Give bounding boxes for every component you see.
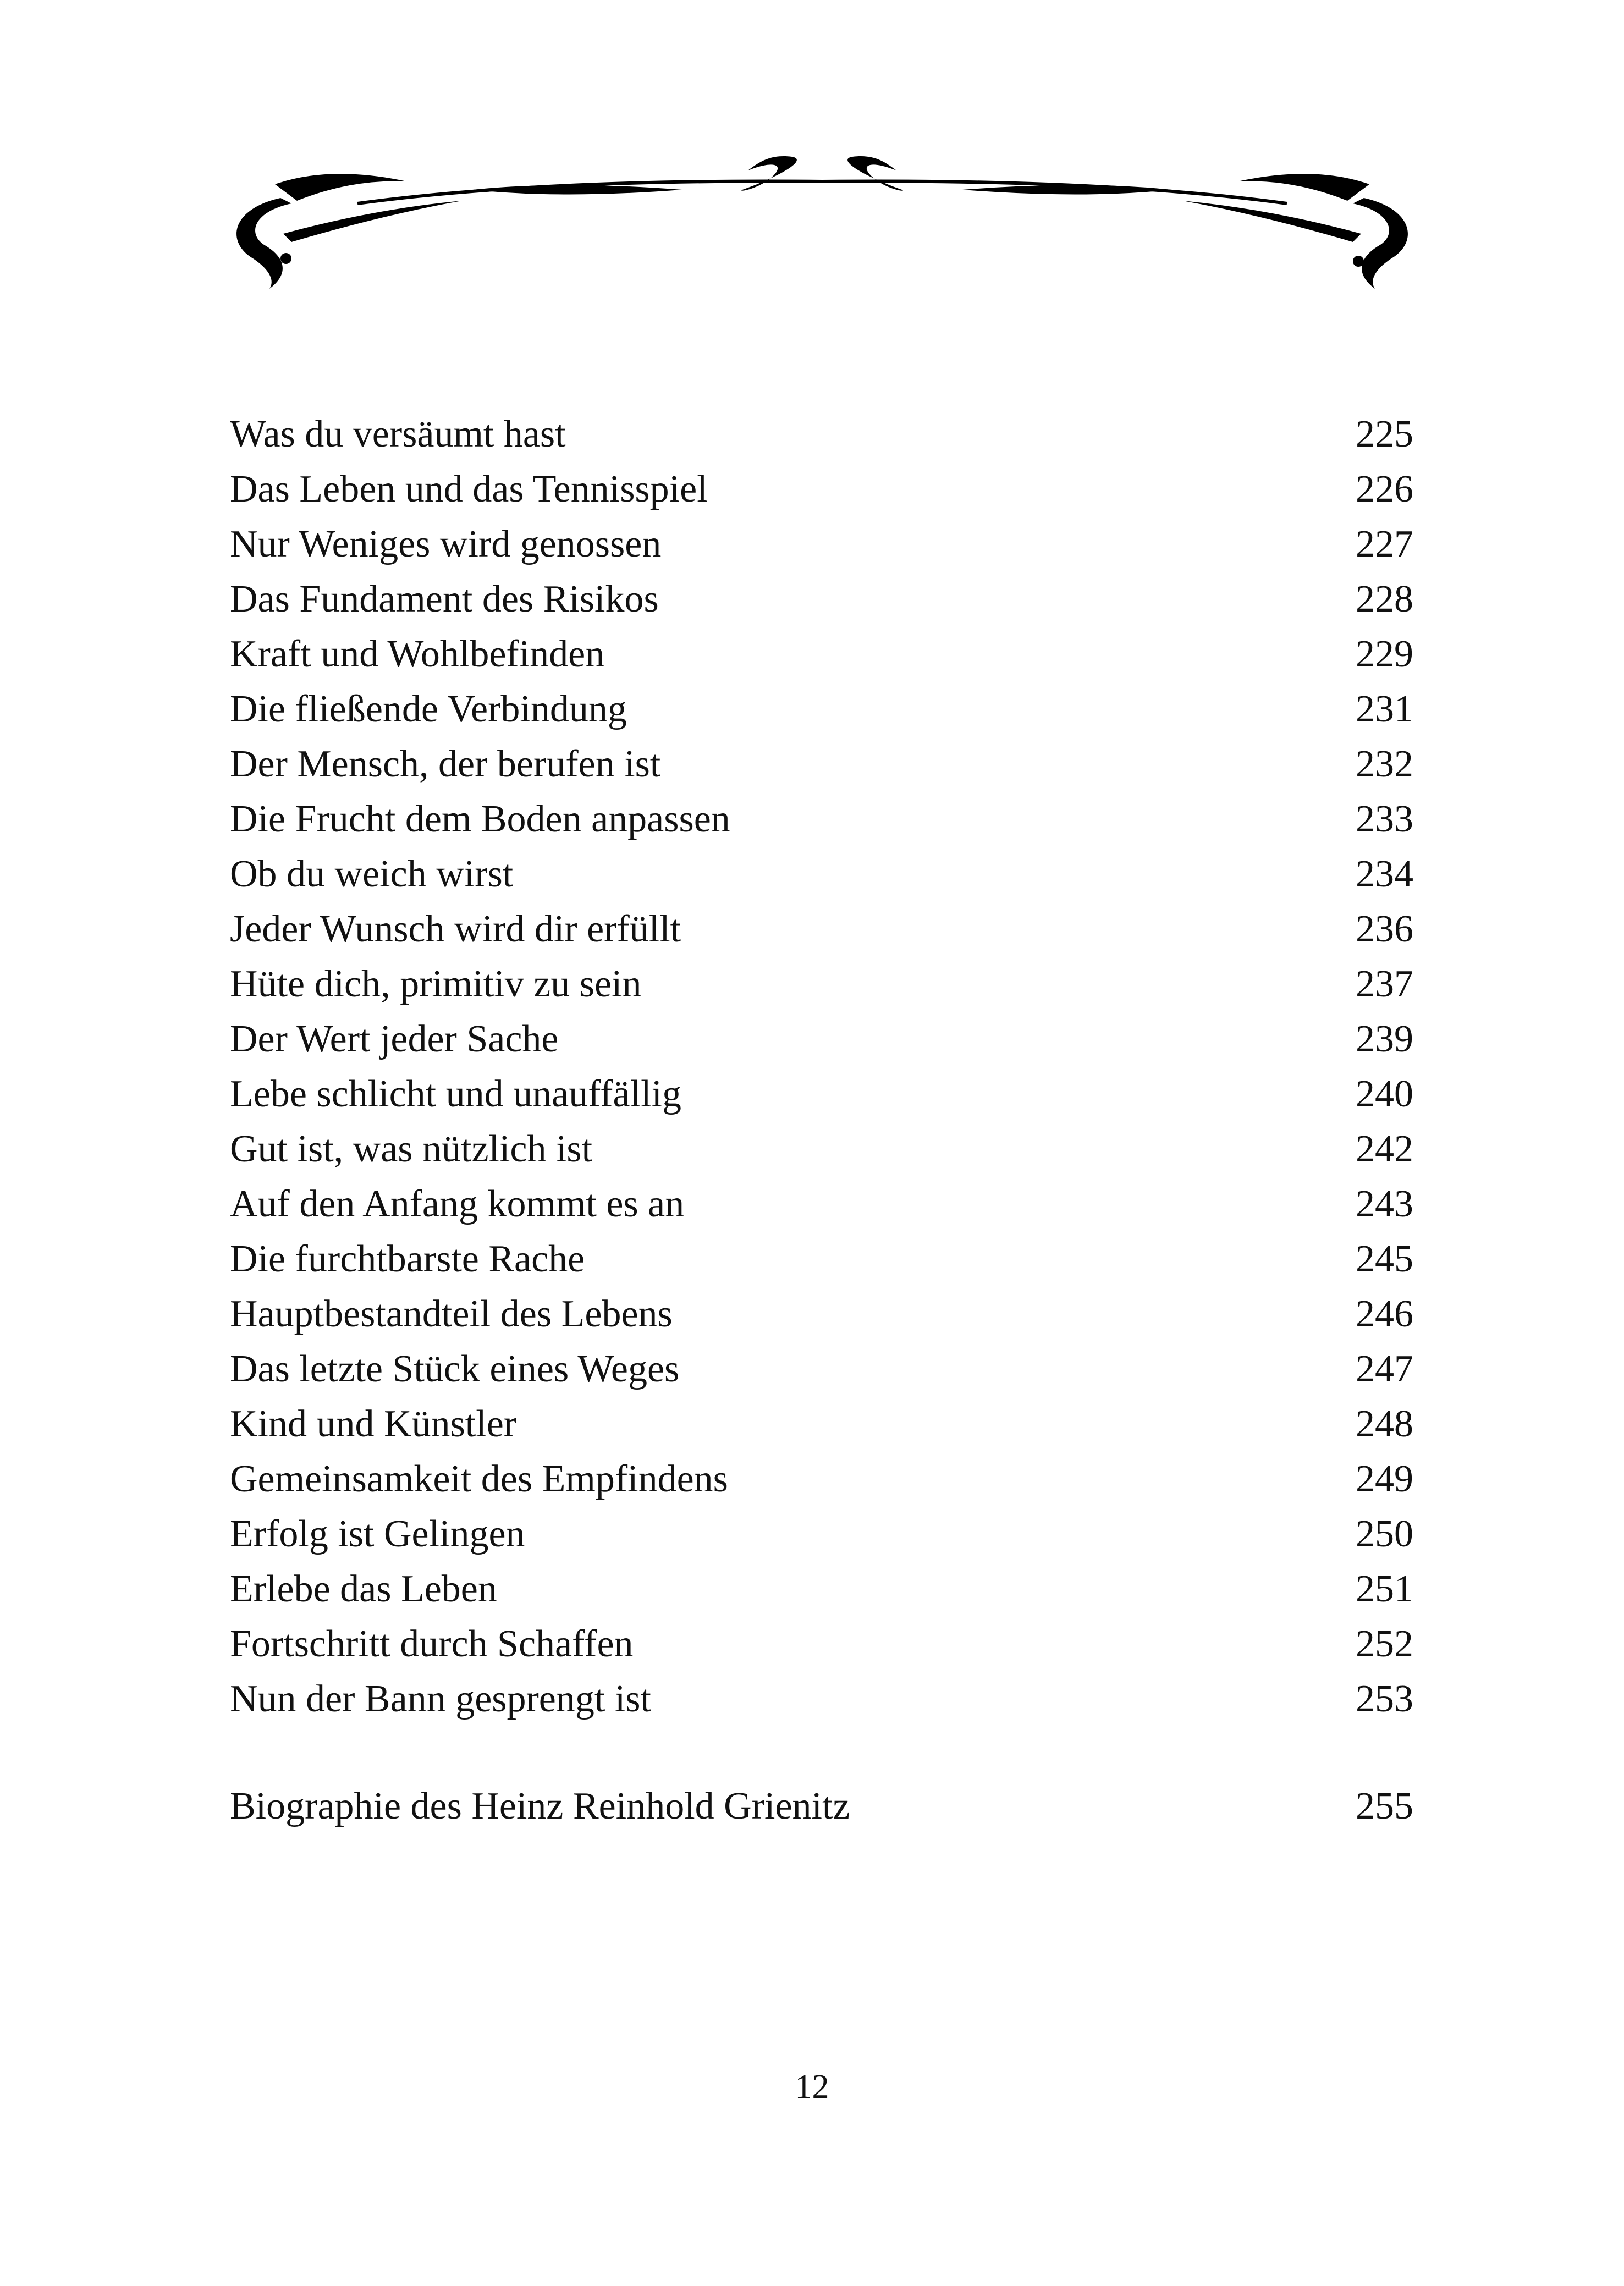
toc-entry-title: Die Frucht dem Boden anpassen [230, 798, 730, 840]
toc-entry [230, 1012, 1413, 1067]
toc-entry [230, 517, 1413, 572]
toc-entry-page: 243 [1356, 1183, 1413, 1225]
toc-entry-title: Nun der Bann gesprengt ist [230, 1678, 651, 1720]
page-number: 12 [795, 2068, 829, 2106]
toc-entry-page: 252 [1356, 1623, 1413, 1665]
toc-entry-title: Kind und Künstler [230, 1403, 517, 1445]
toc-entry [230, 847, 1413, 902]
toc-entry-page: 228 [1356, 578, 1413, 620]
toc-entry [230, 1452, 1413, 1507]
toc-entry-page: 253 [1356, 1678, 1413, 1720]
toc-entry [230, 627, 1413, 682]
toc-entry-title: Fortschritt durch Schaffen [230, 1623, 634, 1665]
toc-entry-title: Ob du weich wirst [230, 853, 514, 895]
toc-entry-page: 234 [1356, 853, 1413, 895]
art-nouveau-flourish-divider-icon [231, 148, 1413, 291]
toc-entry [230, 1287, 1413, 1342]
toc-entry [230, 792, 1413, 847]
toc-entry-page: 242 [1356, 1128, 1413, 1170]
toc-entry-page: 240 [1356, 1073, 1413, 1115]
toc-entry-page: 250 [1356, 1513, 1413, 1555]
toc-entry-page: 246 [1356, 1293, 1413, 1335]
toc-entry-page: 247 [1356, 1348, 1413, 1390]
toc-entry-title: Die fließende Verbindung [230, 688, 627, 730]
toc-entry-title: Erfolg ist Gelingen [230, 1513, 525, 1555]
toc-entry [230, 1342, 1413, 1397]
toc-entry-title: Gemeinsamkeit des Empfindens [230, 1458, 728, 1500]
toc-entry [230, 572, 1413, 627]
toc-entry [230, 1397, 1413, 1452]
toc-entry [230, 682, 1413, 737]
toc-entry-page: 249 [1356, 1458, 1413, 1500]
toc-entry [230, 1672, 1413, 1727]
toc-entry-page: 232 [1356, 743, 1413, 785]
toc-entry-page: 236 [1356, 908, 1413, 950]
toc-entry [230, 1122, 1413, 1177]
toc-entry [230, 1617, 1413, 1672]
toc-appendix-entry [230, 1779, 1413, 1834]
toc-entry-page: 226 [1356, 468, 1413, 510]
toc-entry-title: Hüte dich, primitiv zu sein [230, 963, 642, 1005]
toc-entry [230, 1177, 1413, 1232]
toc-entry-page: 251 [1356, 1568, 1413, 1610]
toc-entry [230, 957, 1413, 1012]
toc-entry-title: Das letzte Stück eines Weges [230, 1348, 680, 1390]
toc-entry-page: 245 [1356, 1238, 1413, 1280]
toc-entry [230, 407, 1413, 462]
toc-entry [230, 1562, 1413, 1617]
toc-entry-page: 231 [1356, 688, 1413, 730]
toc-entry-title: Lebe schlicht und unauffällig [230, 1073, 681, 1115]
toc-entry-page: 229 [1356, 633, 1413, 675]
table-of-contents [230, 407, 1413, 1834]
toc-entry-title: Das Fundament des Risikos [230, 578, 659, 620]
toc-entry [230, 1507, 1413, 1562]
toc-entry-page: 248 [1356, 1403, 1413, 1445]
toc-entry-title: Der Mensch, der berufen ist [230, 743, 661, 785]
toc-entry [230, 1067, 1413, 1122]
toc-entry-title: Kraft und Wohlbefinden [230, 633, 605, 675]
toc-entry-title: Das Leben und das Tennisspiel [230, 468, 708, 510]
toc-entry-page: 227 [1356, 523, 1413, 565]
toc-entry [230, 737, 1413, 792]
toc-entry [230, 902, 1413, 957]
toc-entry-title: Auf den Anfang kommt es an [230, 1183, 685, 1225]
toc-entry-title: Der Wert jeder Sache [230, 1018, 559, 1060]
toc-entry-page: 233 [1356, 798, 1413, 840]
toc-entry-title: Gut ist, was nützlich ist [230, 1128, 593, 1170]
toc-appendix-title: Biographie des Heinz Reinhold Grienitz [230, 1785, 850, 1827]
toc-appendix-page: 255 [1356, 1785, 1413, 1827]
toc-entry-title: Was du versäumt hast [230, 413, 566, 455]
toc-entry-title: Hauptbestandteil des Lebens [230, 1293, 673, 1335]
toc-entry-page: 237 [1356, 963, 1413, 1005]
toc-entry-page: 225 [1356, 413, 1413, 455]
toc-entry [230, 1232, 1413, 1287]
toc-entry [230, 462, 1413, 517]
toc-entry-title: Jeder Wunsch wird dir erfüllt [230, 908, 681, 950]
toc-entry-title: Die furchtbarste Rache [230, 1238, 585, 1280]
toc-entry-page: 239 [1356, 1018, 1413, 1060]
toc-entry-title: Erlebe das Leben [230, 1568, 497, 1610]
toc-entry-title: Nur Weniges wird genossen [230, 523, 662, 565]
